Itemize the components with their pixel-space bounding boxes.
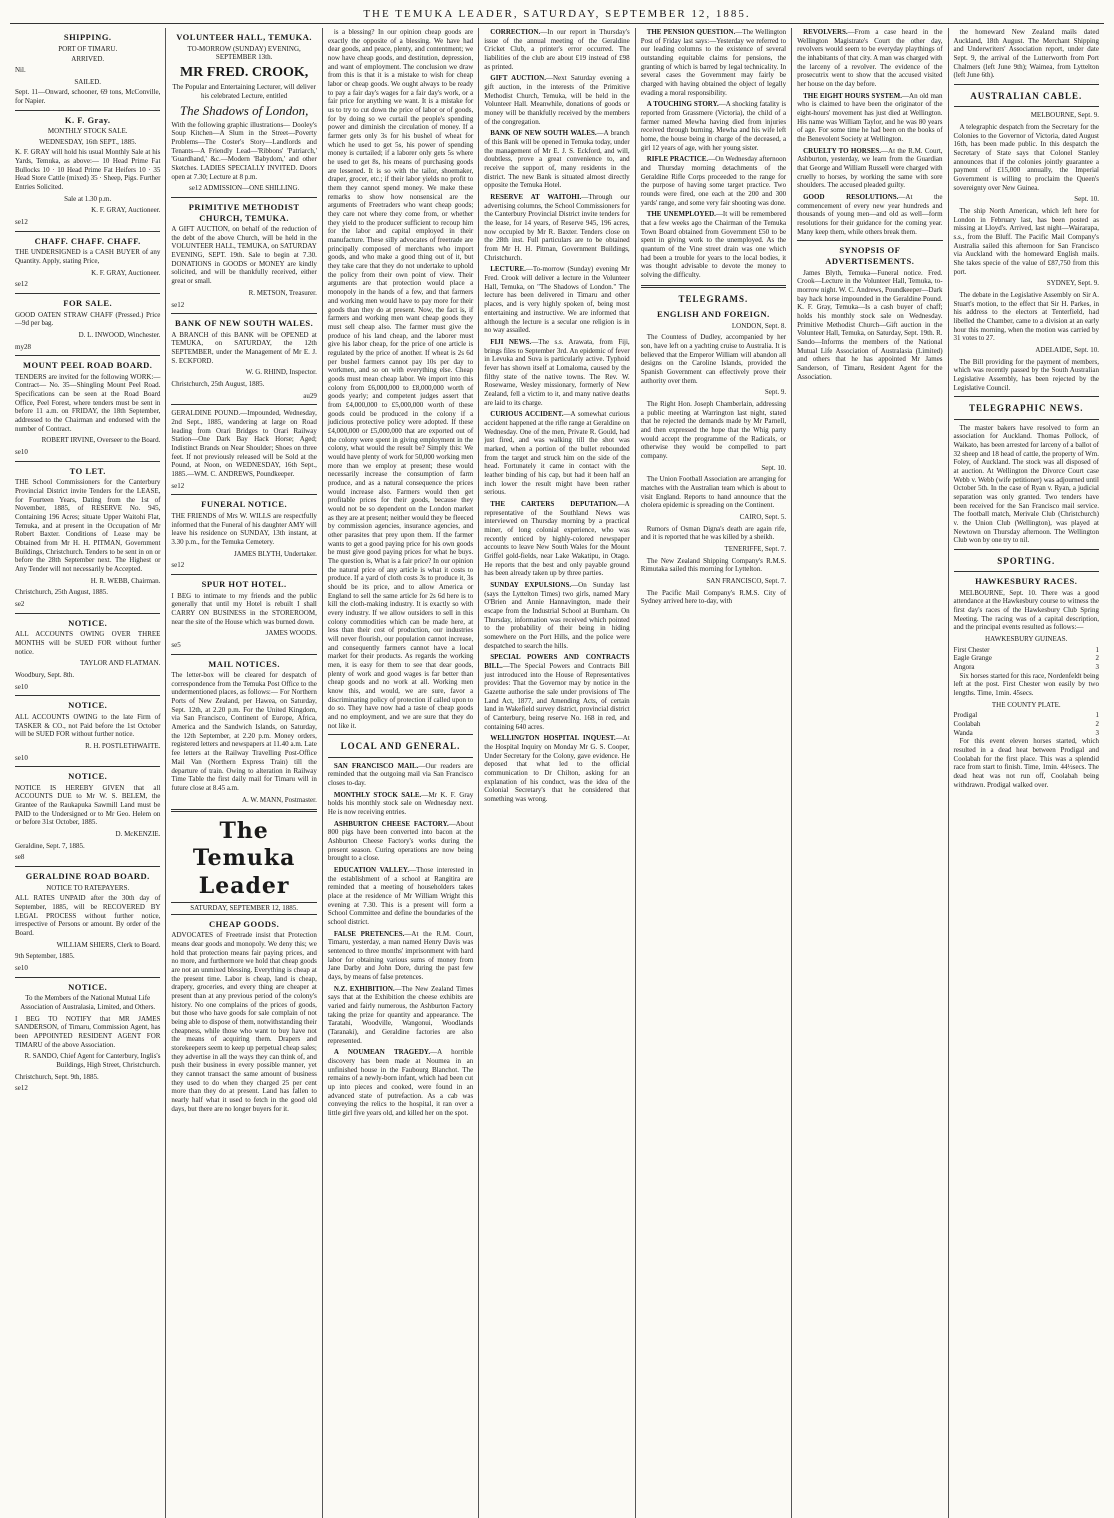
news-item: WELLINGTON HOSPITAL INQUEST.—At the Hospital Inquiry on Monday Mr G. S. Cooper, Under Secretary for the Colony, gave evidence. He deposed that what led to the official communication to Dr Chilton, asking for an explanation of his conduct, was the idea of the Colonial Secretary's that he considered that something was wrong. xyxy=(484,734,630,804)
geraldine-sub: NOTICE TO RATEPAYERS. xyxy=(46,883,130,892)
primitive-sign: R. METSON, Treasurer. xyxy=(248,288,317,297)
ef-item: The Right Hon. Joseph Chamberlain, addressing a public meeting at Warrington last night, stated that he rejected the demands made by Mr Parnell, and then expressed the hope that the Whig party would accept the programme of the Radicals, or otherwise they would be compelled to part company. xyxy=(640,399,787,460)
tolet-place: Christchurch, 25th August, 1885. xyxy=(15,588,108,597)
local-item: N.Z. EXHIBITION.—The New Zealand Times says that at the Exhibition the cheese exhibits are varied and fairly numerous, the Ashburton Factory taking the prize for quantity and appearance. The Taratahi, Woodville, Wangonui, Woodlands (Taranaki), and Geraldine factories are also represented. xyxy=(327,984,474,1045)
telegraphic-news-body: The master bakers have resolved to form an association for Auckland. Thomas Pollock, of Waikato, has been arrested for larceny of a ballot of 32 sheep and 18 head of cattle, the property of Wm. Foley, of Auckland. The stock was all disposed of at auction. At Wellington the Divorce Court case Webb v. Webb (wife petitioner) was adjourned until October 5th. In the case of Ryan v. Ryan, a judicial separation was only granted. Two tenders have been received for the San Francisco mail service. The football match, Merivale Club (Christchurch) v. the Union Club (Wellington), was played at Newtown on Thursday afternoon. The Wellington Club won by one try to nil. xyxy=(953,423,1099,545)
funeral-sign: JAMES BLYTH, Undertaker. xyxy=(233,549,317,558)
forsale-code: my28 xyxy=(15,342,31,351)
news-item: CURIOUS ACCIDENT.—A somewhat curious accident happened at the rifle range at Geraldine on Wednesday. One of the men, Private R. Gould, had just fired, and was walking till the shot was marked, when a portion of the bullet rebounded from the target and struck him on the side of the head. Fortunately it came in contact with the leather binding of his cap, but had it been half an inch lower the result might have been rather serious. xyxy=(484,410,630,497)
ef-place: TENERIFFE, Sept. 7. xyxy=(724,544,787,553)
news-item: THE UNEMPLOYED.—It will be remembered that a few weeks ago the Chairman of the Temuka Town Board obtained from Government £50 to be spent in giving work to the unemployed. As the quantum of the Vine street drain was one which had been a trouble for years to the local bodies, it was thought advisable to devote the money to solving the difficulty. xyxy=(640,210,787,280)
spur-body: I BEG to intimate to my friends and the public generally that until my Hotel is rebuilt I shall CARRY ON BUSINESS in the STOREROOM, near the site of the House which was burned down. xyxy=(171,591,317,626)
local-item: SAN FRANCISCO MAIL.—Our readers are reminded that the outgoing mail via San Francisco closes to-day. xyxy=(327,761,474,787)
shipping-sailed-text: Sept. 11—Onward, schooner, 69 tons, McConville, for Napier. xyxy=(15,88,161,105)
chaff-title: CHAFF. CHAFF. CHAFF. xyxy=(34,235,141,246)
paper-date: SATURDAY, SEPTEMBER 12, 1885. xyxy=(171,902,316,915)
volunteer-lecture: The Shadows of London, xyxy=(179,102,309,118)
funeral-title: FUNERAL NOTICE. xyxy=(201,499,288,510)
notice2-title: NOTICE. xyxy=(68,700,108,711)
news-item: THE EIGHT HOURS SYSTEM.—An old man who is claimed to have been the originator of the eight-hours' movement has just died at Wellington. His name was William Taylor, and he was 80 years of age. For some time he had been on the books of the Benevolent Society at Wellington. xyxy=(797,91,943,144)
gray-sale-date: WEDNESDAY, 16th SEPT., 1885. xyxy=(39,137,137,146)
column-1 xyxy=(10,28,166,1518)
english-foreign-title: ENGLISH AND FOREIGN. xyxy=(657,308,770,319)
volunteer-title: VOLUNTEER HALL, TEMUKA. xyxy=(176,32,313,42)
bank-body: A BRANCH of this BANK will be OPENED at TEMUKA, on SATURDAY, the 12th SEPTEMBER, under the Management of Mr E. J. S. ECKFORD. xyxy=(171,330,317,365)
news-item: RESERVE AT WAITOHI.—Through our advertising columns, the School Commissioners for the Canterbury Provincial District invite tenders for the lease, for 14 years, of Reserve 945, 196 acres, now occupied by Mr R. Baxter. Tenders close on the 28th inst. Full particulars are to be obtained from Mr H. H. Pitman, Government Buildings, Christchurch. xyxy=(484,193,630,262)
geraldine-place: 9th September, 1885. xyxy=(15,952,75,961)
bank-code: au29 xyxy=(303,391,317,400)
paper-title: The Temuka Leader xyxy=(192,818,296,899)
notice4-place: Christchurch, Sept. 9th, 1885. xyxy=(15,1072,99,1081)
bank-sign: W. G. RHIND, Inspector. xyxy=(245,368,317,377)
funeral-code: se12 xyxy=(171,561,185,570)
mail-title: MAIL NOTICES. xyxy=(208,658,280,669)
geraldine-sign: WILLIAM SHIERS, Clerk to Board. xyxy=(56,940,161,949)
funeral-body: THE FRIENDS of Mrs W. WILLS are respectfully informed that the Funeral of his daughter AMY will leave his residence on SUNDAY, 13th instant, at 3.30 p.m., for the Temuka Cemetery. xyxy=(171,511,317,546)
column-5 xyxy=(636,28,792,1518)
mtpeel-sign: ROBERT IRVINE, Overseer to the Board. xyxy=(41,436,161,445)
news-item: FIJI NEWS.—The s.s. Arawata, from Fiji, brings files to September 3rd. An epidemic of fever in Levuka and Suva is particularly active. Typhoid fever has shown itself at Lomaloma, caused by the filthy state of the native towns. The Rev. W. Rosewarne, Wesley missionary, formerly of New Zealand, fell a victim to it, and many native deaths are laid to its charge. xyxy=(484,337,630,407)
news-item: SPECIAL POWERS AND CONTRACTS BILL.—The Special Powers and Contracts Bill just introduced into the House of Representatives provides: That the Governor may by notice in the Gazette authorise the sale under provisions of The Land Act, 1877, and Amending Acts, of certain land in Wakefield survey district, provincial district of Canterbury, being reserve No. 168 in red, and containing 640 acres. xyxy=(484,653,630,731)
ef-place: CAIRO, Sept. 5. xyxy=(739,512,787,521)
notice4-sign: R. SANDO, Chief Agent for Canterbury, Inglis's Buildings, High Street, Christchurch. xyxy=(24,1052,161,1069)
mtpeel-body: TENDERS are invited for the following WORK:— Contract— No. 35—Shingling Mount Peel Road. Specifications can be seen at the Road Board Office, Peel Forest, where tenders must be sent in before 11 a.m. on FRIDAY, the 18th September, addressed to the Chairman and endorsed with the number of Contract. xyxy=(15,372,161,433)
forsale-title: FOR SALE. xyxy=(63,298,113,309)
news-item: A TOUCHING STORY.—A shocking fatality is reported from Grassmere (Victoria), the child of a farmer named Mewha having died from injuries received through burning. Mewha and his wife left home, the house being in charge of the deceased, a girl 12 years of age, with her young sister. xyxy=(640,100,787,152)
tolet-body: THE School Commissioners for the Canterbury Provincial District invite Tenders for the LEASE, for Fourteen Years, Dating from the 1st of November, 1885, of RESERVE No. 945, Containing 196 Acres; situate Upper Waitohi Flat, Temuka, and at present in the Occupation of Mr Robert Baxter. Conditions of Lease may be Obtained from Mr H. H. PITMAN, Government Buildings, Christchurch. Tenders to be sent in on or before the 28th September next. The Highest or Any Tender will not necessarily be Accepted. xyxy=(15,478,161,574)
county-plate-note: For this event eleven horses started, which resulted in a dead heat between Prodigal and Coolabah for the first place. This was a splendid race from start to finish. Time, 1min. 44½secs. The dead heat was not run off, Coolabah being withdrawn. Prodigal walked over. xyxy=(953,737,1099,789)
guineas-title: HAWKESBURY GUINEAS. xyxy=(985,634,1068,643)
shipping-title: SHIPPING. xyxy=(63,32,112,42)
local-item: EDUCATION VALLEY.—Those interested in the establishment of a school at Rangitira are reminded that a meeting of householders takes place at the residence of Mr William Wright this evening at 7.30. This is a present will form a School Committee and define the boundaries of the school district. xyxy=(327,865,474,926)
table-row: First Chester 1 xyxy=(953,645,1099,654)
spur-code: se5 xyxy=(171,640,181,649)
county-plate-results xyxy=(954,711,1099,737)
county-plate-title: THE COUNTY PLATE. xyxy=(991,700,1061,709)
notice1-place: Woodbury, Sept. 8th. xyxy=(15,670,75,679)
news-item: CRUELTY TO HORSES.—At the R.M. Court, Ashburton, yesterday, we learn from the Guardian that George and William Russell were charged with cruelly to horses, by working the same with sore shoulders. The accused pleaded guilty. xyxy=(797,146,943,190)
news-item: THE CARTERS DEPUTATION.—A representative of the Southland News was interviewed on Thursday morning by a practical miner, of long colonial experience, who was recently enticed by highly-colored newspaper accounts to leave New South Wales for the Mount Griffel gold-fields, near Lake Wakatipu, in Otago. He reports that the best and only payable ground has been already taken up by three parties. xyxy=(484,499,630,578)
columns xyxy=(10,28,1104,1518)
column-2 xyxy=(166,28,322,1518)
ef-place: Sept. 10. xyxy=(761,463,787,472)
table-row: Wanda 3 xyxy=(953,728,1099,737)
gray-sale-sub: MONTHLY STOCK SALE. xyxy=(47,127,128,136)
news-item: REVOLVERS.—From a case heard in the Wellington Magistrate's Court the other day, revolvers would seem to be everyday playthings of the inhabitants of that city. A man was charged with the larceny of a revolver. The evidence of the prosecutrix went to show that the accused visited her house on the day before. xyxy=(797,28,943,89)
notice1-code: se10 xyxy=(15,682,28,691)
volunteer-body: With the following graphic illustrations— Dooley's Soup Kitchen—A Slum in the Street—Poverty Problems—The Coster's Story—Landlords and Tenants—A Friendly Lead—'Ribbons' 'Patriarch,' 'Guardhand,' &c.—Modern 'Babydom,' and other Sketches. LADIES SPECIALLY INVITED. Doors open at 7.30; Lecture at 8 p.m. xyxy=(171,120,317,181)
notice4-intro: To the Members of the National Mutual Life Association of Australasia, Limited, and Others. xyxy=(20,994,156,1011)
cable-item: The Bill providing for the payment of members, which was recently passed by the South Australian Legislative Assembly, has been rejected by the Legislative Council. xyxy=(953,357,1099,392)
bank-place: Christchurch, 25th August, 1885. xyxy=(171,380,265,389)
notice1-sign: TAYLOR AND FLATMAN. xyxy=(80,659,161,668)
geraldine-code: se10 xyxy=(15,964,28,973)
news-item: CORRECTION.—In our report in Thursday's issue of the annual meeting of the Geraldine Cricket Club, a printer's error occurred. The liabilities of the club are about £19 instead of £98 as printed. xyxy=(484,28,630,71)
guineas-results xyxy=(954,646,1099,672)
mail-sign: A. W. MANN, Postmaster. xyxy=(241,795,317,804)
news-item: LECTURE.—To-morrow (Sunday) evening Mr Fred. Crook will deliver a lecture in the Volunteer Hall, Temuka, on "The Shadows of London." The lecture has been delivered in Timaru and other places, and is very highly spoken of, being most entertaining and instructive. We are informed that although the lecture is a secular one religion is in no way assailed. xyxy=(484,265,630,335)
guineas-note: Six horses started for this race, Nordenfeldt being left at the post. First Chester won easily by two lengths. Time, 1min. 45secs. xyxy=(953,671,1099,697)
news-item: GOOD RESOLUTIONS.—At the commencement of every new year hundreds and thousands of young men—and old as well—form resolutions for their guidance for the coming year. Many keep them, while others break them. xyxy=(797,193,943,236)
cheap-goods-body: ADVOCATES of Freetrade insist that Protection means dear goods and monopoly. We deny this; we hold that protection means fair paying prices, and no more, and furthermore we hold that cheap goods are not an unmixed blessing. Everything is cheap at the present time. Labor is cheap, land is cheap, drapery, groceries, and every thing are cheaper at present than at any previous period of the colony's history. No one complains of the prices of goods, but those who have goods for sale complain of not being able to dispose of them, notwithstanding their cheapness, while those who want to buy have not the means of acquiring them. Drapers and storekeepers seem to keep up perpetual cheap sales; they advertise in all the ways they can think of, and push their business in every possible manner, yet they cannot transact the same amount of business they used to do when they charged 25 per cent more than they do at present. Land has fallen to nearly half what it used to fetch in the good old days, but there are no longer buyers for it. xyxy=(171,931,317,1113)
news-item: THE PENSION QUESTION.—The Wellington Post of Friday last says:—Yesterday we referred to our leading columns to the existence of several outstanding equitable claims for pensions, the granting of which is barred by legal technicality. In several cases the Government may fairly be charged with having obtained the object of legally evading a moral responsibility. xyxy=(640,28,787,97)
column-4 xyxy=(479,28,635,1518)
cable-item: A telegraphic despatch from the Secretary for the Colonies to the Governor of Victoria, dated August 16th, has been made public. In this despatch the Secretary of State says that Colonel Stanley announces that if the colonies jointly guarantee a payment of £15,000 annually, the Imperial Government is willing to proclaim the Queen's sovereignty over New Guinea. xyxy=(953,122,1099,192)
australian-cable-title: AUSTRALIAN CABLE. xyxy=(970,91,1083,102)
telegrams-title: TELEGRAMS. xyxy=(678,293,749,304)
cheap-goods-continued: is a blessing? In our opinion cheap goods are exactly the opposite of a blessing. We have had dear goods, and peace, plenty, and contentment; we now have cheap goods, and destitution, depression, and want of employment. The conclusion we draw from this is that it is a mistake to wish for cheap labor or cheap goods. We ought always to be ready to pay a fair day's wages for a fair day's work, or a fair price for anything we want. It is a mistake for us to try to cut down the price of labor or of goods, for by doing so we curtail the people's spending power and diminish the circulation of money. If a farmer gets only 3s for his bushel of wheat for which he used to get 5s, his power of spending money is curtailed; if a laborer only gets 5s where he used to get 8s, his means of purchasing goods are lessened. It is so with the tailor, shoemaker, draper, grocer, etc.; if their labor yields no profit to them they cannot spend money. We make these remarks to show how nonsensical are the arguments of Freetraders who want cheap goods; they care not where they come from, or whether they yield to the producer sufficient to recoup him for the labor and capital employed in their manufacture. These silly advocates of freetrade are principally composed of merchants who import goods, and who make a good thing out of it, but they take care that they do not undertake to uphold the policy from their own point of view. Their arguments are that protection would place a monopoly in the hands of a few, and that farmers and working men would have to pay more for their goods than they do at present. Now, the fact is, if farmers and working men want cheap goods they must sell cheap also. The farmer must give the produce of his land cheap, and the laborer must give his labor cheap, for the price of one article is regulated by the price of another. If wheat is 2s 6d per bushel farmers cannot pay 10s per day to workmen, and so on with everything else. Cheap goods must mean cheap labor. We import into this colony from £6,000,000 to £8,000,000 worth of goods yearly; and competent judges assert that from £4,000,000 to £5,000,000 worth of these goods could be produced in the colony if a judicious protective policy were adopted. If these £4,000,000 or £5,000,000 that are exported out of the colony were spent in giving employment in the colony, what would the result be? Simply this: We would have plenty of work for 50,000 working men more than we employ at present; these would necessarily increase the consumption of farm produce, and as a natural consequence the prices would increase also. Farmers would then get profitable prices for their goods, because they would not be so dependent on the London market as they are at present; neither would they be fleeced by commission agencies, insurance agencies, and other parasites that prey upon them. If the farmer wants to get a good paying price for his own goods he must give good paying prices for what he buys. The question is, What is a fair price? In our opinion the natural price of any article is what it costs to produce. If a yard of cloth costs 3s to produce it, 3s should be its price, and to allow America or England to sell the same article for 2s 6d here is to kill the cloth-making industry. It is exactly so with every industry. If we allow outsiders to sell in this colony commodities which can be made here, at less than their cost of production, our industries will never flourish, our population cannot increase, and consequently farmers cannot have a local market for their products. As regards the working men, it is easy for them to see that dear goods, plenty of work and good wages is far better than cheap goods and no work at all. Working men know this, and would, we are sure, favor a discriminating policy of protection if called upon to do so. They have now had a taste of cheap goods and no employment, and we are sure that they do not like it. xyxy=(327,28,474,730)
table-row: Prodigal 1 xyxy=(953,711,1099,720)
geraldine-body: ALL RATES UNPAID after the 30th day of September, 1885, will be RECOVERED BY LEGAL PROCESS without further notice, irrespective of Persons or amount. By order of the Board. xyxy=(15,894,161,938)
table-row: Eagle Grange 2 xyxy=(953,654,1099,663)
mtpeel-code: se10 xyxy=(15,448,28,457)
pound-body: GERALDINE POUND.—Impounded, Wednesday, 2nd Sept., 1885, wandering at large on Road leading from Orari Bridges to Orari Railway Station—One Dark Bay Hack Horse; Aged; Indistinct Brands on Near Shoulder; Shoes on three feet. If not previously released will be Sold at the Pound, at Noon, on WEDNESDAY, 16th Sept., 1885.—WM. C. ANDREWS, Poundkeeper. xyxy=(171,409,317,479)
notice4-body: I BEG TO NOTIFY that MR JAMES SANDERSON, of Timaru, Commission Agent, has been APPOINTED RESIDENT AGENT FOR TIMARU of the above Association. xyxy=(15,1014,161,1049)
ef-place: Sept. 9. xyxy=(764,388,787,397)
synopsis-title: SYNOPSIS OF ADVERTISEMENTS. xyxy=(825,245,915,266)
local-item: FALSE PRETENCES.—At the R.M. Court, Timaru, yesterday, a man named Henry Davis was sentenced to three months' imprisonment with hard labor for obtaining various sums of money from Jane Darby and John Dore, during the past few days, by means of false pretences. xyxy=(327,929,474,982)
notice3-sign: D. McKENZIE. xyxy=(115,830,161,839)
ef-place: SAN FRANCISCO, Sept. 7. xyxy=(706,576,787,585)
volunteer-desc: The Popular and Entertaining Lecturer, will deliver his celebrated Lecture, entitled xyxy=(172,83,316,100)
ef-place: LONDON, Sept. 8. xyxy=(731,321,787,330)
local-item: ASHBURTON CHEESE FACTORY.—About 800 pigs have been converted into bacon at the Ashburton Cheese Factory's works during the present season. Curing operations are now being brought to a close. xyxy=(327,819,474,863)
notice3-code: se8 xyxy=(15,853,25,862)
pound-code: se12 xyxy=(171,481,185,490)
cable-item: The ship North American, which left here for London in February last, has been posted as missing at Lloyd's. Arrived, last night—Wairarapa, s.s., from the Bluff. The Pacific Mail Company's Australia sailed this afternoon for San Francisco via Auckland with the homeward English mails. She takes specie of the value of £87,750 from this port. xyxy=(953,206,1099,276)
news-item: BANK OF NEW SOUTH WALES.—A branch of this Bank will be opened in Temuka today, under the management of Mr E. J. S. Eckford, and will, doubtless, prove a great convenience to, and receive the support of, many residents in the district. The new Bank is situated almost directly opposite the Temuka Hotel. xyxy=(484,129,630,190)
races-title: HAWKESBURY RACES. xyxy=(975,576,1078,587)
news-item: SUNDAY EXPULSIONS.—On Sunday last (says the Lyttelton Times) two girls, named Mary O'Brien and Annie Hannavington, made their escape from the Industrial School at Burnham. On Thursday, information was received which pointed to the probability of their being in hiding somewhere on the Port Hills, and the police were despatched to search the hills. xyxy=(484,580,630,650)
bank-title: BANK OF NEW SOUTH WALES. xyxy=(175,318,314,329)
tolet-code: se2 xyxy=(15,600,25,609)
notice3-body: NOTICE IS HEREBY GIVEN that all ACCOUNTS DUE to Mr W. S. BELEM, the Grantee of the Raukapuka Sawmill Land must be PAID to the Undersigned or to Mr Geo. Helem on or before 31st October, 1885. xyxy=(15,783,161,827)
gray-sale-sign: K. F. GRAY, Auctioneer. xyxy=(91,206,161,215)
ef-item: The Pacific Mail Company's R.M.S. City of Sydney arrived here to-day, with xyxy=(640,588,787,606)
notice1-body: ALL ACCOUNTS OWING OVER THREE MONTHS will be SUED FOR without further notice. xyxy=(15,630,161,656)
news-item: RIFLE PRACTICE.—On Wednesday afternoon and Thursday morning detachments of the Geraldine Rifle Corps proceeded to the range for the purpose of having some target practice. Two rounds were fired, one each at the 200 and 300 yards' range, and some very fair shooting was done. xyxy=(640,155,787,207)
ef-item: The New Zealand Shipping Company's R.M.S. Rimutaka sailed this morning for Lyttelton. xyxy=(640,556,787,574)
cable-place: SYDNEY, Sept. 9. xyxy=(1046,279,1099,288)
table-row: Coolabah 2 xyxy=(953,720,1099,728)
local-item: A NOUMEAN TRAGEDY.—A horrible discovery has been made at Noumea in an unfinished house in the Faubourg Blanchot. The remains of a newly-born infant, which had been cut up into pieces and cooked, were found in an advanced state of putrefaction. As a cab was conveying the relics to the hospital, it ran over a little girl five years old, and killed her on the spot. xyxy=(327,1048,474,1118)
primitive-body: A GIFT AUCTION, on behalf of the reduction of the debt of the above Church, will be held in the VOLUNTEER HALL, TEMUKA, on SATURDAY EVENING, SEPT. 19th. Sale to begin at 7.30. DONATIONS in GOODS or MONEY are kindly solicited, and will be thankfully received, either great or small. xyxy=(171,225,317,286)
cable-item: The debate in the Legislative Assembly on Sir A. Stuart's motion, to the effect that Sir H. Parkes, in his address to the electors at Tenterfield, had libelled the Chamber, came to a division at an early hour this morning, when the motion was carried by 31 votes to 27. xyxy=(953,290,1099,343)
races-intro: MELBOURNE, Sept. 10. There was a good attendance at the Hawkesbury course to witness the first day's races of the Hawkesbury Club Spring Meeting. The racing was of a capital description, and the principal events resulted as follows:— xyxy=(953,588,1099,632)
spur-sign: JAMES WOODS. xyxy=(265,629,317,638)
forsale-sign: D. L. INWOOD, Winchester. xyxy=(78,330,161,339)
gray-sale-title: K. F. Gray. xyxy=(64,114,111,125)
gray-sale-code: se12 xyxy=(15,218,28,227)
chaff-code: se12 xyxy=(15,280,28,289)
column-6 xyxy=(792,28,948,1518)
primitive-code: se12 xyxy=(171,300,185,309)
shipping-sailed: SAILED. xyxy=(74,77,102,86)
mtpeel-title: MOUNT PEEL ROAD BOARD. xyxy=(23,360,153,371)
gray-sale-time: Sale at 1.30 p.m. xyxy=(64,194,112,203)
notice2-body: ALL ACCOUNTS OWING to the late Firm of TASKER & CO., not Paid before the 1st October will be SUED FOR without further notice. xyxy=(15,712,161,739)
chaff-body: THE UNDERSIGNED is a CASH BUYER of any Quantity. Apply, stating Price, xyxy=(15,248,161,266)
tolet-sign: H. R. WEBB, Chairman. xyxy=(90,576,161,585)
cable-place: MELBOURNE, Sept. 9. xyxy=(1030,111,1099,120)
tolet-title: TO LET. xyxy=(69,465,106,476)
geraldine-title: GERALDINE ROAD BOARD. xyxy=(25,871,150,882)
shipping-arrived: ARRIVED. xyxy=(71,55,105,64)
cable-place: ADELAIDE, Sept. 10. xyxy=(1035,345,1099,354)
shipping-arrived-text: Nil. xyxy=(15,65,26,74)
spur-title: SPUR HOT HOTEL. xyxy=(201,579,287,590)
local-item: MONTHLY STOCK SALE.—Mr K. F. Gray holds his monthly stock sale on Wednesday next. He is now receiving entries. xyxy=(327,790,474,816)
column-7 xyxy=(949,28,1104,1518)
notice2-code: se10 xyxy=(15,753,28,762)
notice4-code: se12 xyxy=(15,1084,28,1093)
sporting-title: SPORTING. xyxy=(997,555,1056,566)
table-row: Angora 3 xyxy=(953,662,1099,671)
forsale-body: GOOD OATEN STRAW CHAFF (Pressed.) Price—9d per bag. xyxy=(15,310,161,328)
volunteer-adm: se12 ADMISSION—ONE SHILLING. xyxy=(189,184,300,193)
column-3 xyxy=(323,28,479,1518)
page-masthead: THE TEMUKA LEADER, SATURDAY, SEPTEMBER 12, 1885. xyxy=(10,8,1104,24)
ef-item: The Union Football Association are arranging for matches with the Australian team which is about to visit England. Reports to hand announce that the cholera epidemic is spreading on the Continent. xyxy=(640,475,787,510)
notice3-place: Geraldine, Sept. 7, 1885. xyxy=(15,841,85,850)
ef-item: The Countess of Dudley, accompanied by her son, have left on a yachting cruise to Australia. It is believed that the Emperor William will abandon all designs on the Caroline Islands, provided the Spanish Government can effectively prove their authority over them. xyxy=(640,333,787,385)
volunteer-name: MR FRED. CROOK, xyxy=(179,64,309,80)
cable-top: the homeward New Zealand mails dated Auckland, 18th August. The Merchant Shipping and Underwriters' Association report, under date Sept. 9, the arrival of the Lutterworth from Port Chalmers (left June 9th); Waimea, from Lyttelton (left June 6th). xyxy=(953,28,1099,80)
synopsis-body: James Blyth, Temuka—Funeral notice. Fred. Crook—Lecture in the Volunteer Hall, Temuka, to-morrow night. W. C. Andrews, Poundkeeper—Dark bay hack horse impounded in the Geraldine Pound. K. F. Gray, Temuka—Is a cash buyer of chaff; holds his monthly stock sale on Wednesday. Primitive Methodist Church—Gift auction in the Volunteer Hall, Temuka, on Saturday, Sept. 19th. R. Sando—Informs the members of the National Mutual Life Association of Australasia (Limited) and others that he has appointed Mr James Sanderson, of Timaru, Resident Agent for the Association. xyxy=(797,268,943,381)
ef-item: Rumors of Osman Digna's death are again rife, and it is reported that he was killed by a sheikh. xyxy=(640,524,787,542)
notice3-title: NOTICE. xyxy=(68,771,108,782)
volunteer-when: TO-MORROW (SUNDAY) EVENING, SEPTEMBER 13th. xyxy=(187,44,301,62)
chaff-sign: K. F. GRAY, Auctioneer. xyxy=(91,268,161,277)
news-item: GIFT AUCTION.—Next Saturday evening a gift auction, in the interests of the Primitive Methodist Church, Temuka, will be held in the Volunteer Hall. Meanwhile, donations of goods or money will be thankfully received by the members of the congregation. xyxy=(484,74,630,126)
shipping-port: PORT OF TIMARU. xyxy=(58,44,118,53)
local-general-title: LOCAL AND GENERAL. xyxy=(340,741,461,752)
telegraphic-news-title: TELEGRAPHIC NEWS. xyxy=(968,403,1084,414)
primitive-title: PRIMITIVE METHODIST CHURCH, TEMUKA. xyxy=(188,202,300,223)
mail-body: The letter-box will be cleared for despatch of correspondence from the Temuka Post Office to the undermentioned places, as follows:— For Northern Ports of New Zealand, per Hawea, on Saturday, Sept. 12th, at 2.20 p.m. For the United Kingdom, via San Francisco, Continent of Europe, Africa, America and the Sandwich Islands, on Saturday, the 12th September, at 2.20 p.m. Money orders, registered letters and newspapers at 11.40 a.m. Late fee letters at the Railway Travelling Post-Office Mail Van (Northern Express Train) till the departure of train. Owing to alteration in Railway Time Table the first daily mail for Timaru will in future close at 8.45 a.m. xyxy=(171,671,317,792)
gray-sale-body: K. F. GRAY will hold his usual Monthly Sale at his Yards, Temuka, as above:— 10 Head Prime Fat Bullocks 10 · 10 Head Prime Fat Heifers 10 · 35 Head Store Cattle (mixed) 35 · Sheep, Pigs. Further Entries Solicited. xyxy=(15,148,161,192)
cable-place: Sept. 10. xyxy=(1074,195,1099,204)
notice1-title: NOTICE. xyxy=(68,617,108,628)
cheap-goods-title: CHEAP GOODS. xyxy=(209,918,280,929)
notice2-sign: R. H. POSTLETHWAITE. xyxy=(85,741,161,750)
notice4-title: NOTICE. xyxy=(68,981,108,992)
